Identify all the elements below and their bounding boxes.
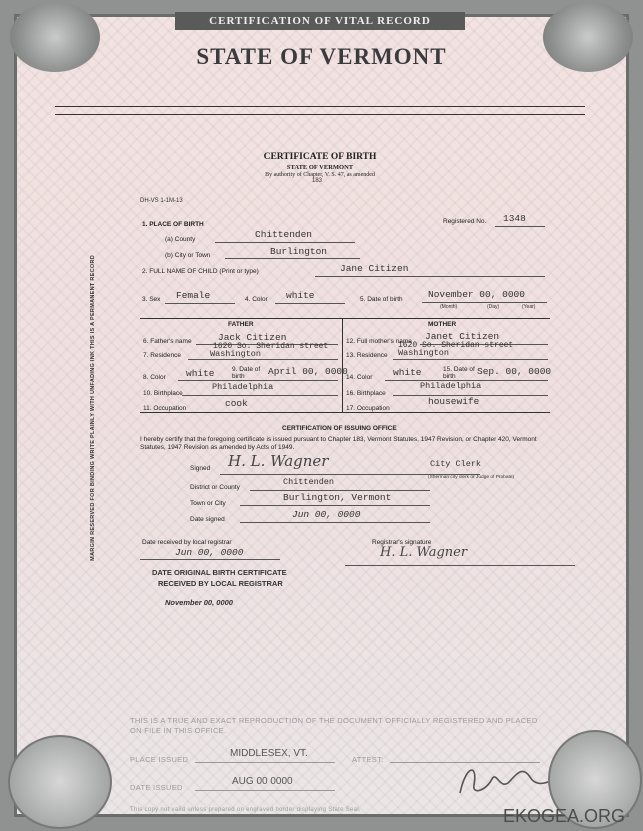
town-value: Burlington, Vermont [283,492,392,503]
color-line [275,303,345,304]
city-value: Burlington [270,246,328,257]
father-street: 1620 So. Sheridan street [213,342,329,351]
signed-label: Signed [190,465,211,472]
dob-line [422,302,547,303]
issuing-statement: I hereby certify that the foregoing certificate is issued pursuant to Chapter 183, Vermont Statutes, 1947 Revision, or Chapter 420, Vermont Statutes, 1947 Revision as amended by Acts of 1949. [140,436,537,451]
mother-name-label: 12. Full mother's name [346,338,412,345]
mother-color: white [393,367,422,378]
header-rule-2 [55,114,585,115]
issuing-title: City Clerk [430,459,482,469]
stamp-date: November 00, 0000 [165,598,233,607]
dob-label: 5. Date of birth [360,296,403,303]
mother-residence-label: 13. Residence [346,352,388,359]
mother-birthplace: Philadelphia [420,381,482,391]
father-header: FATHER [228,321,254,328]
city-line [225,258,360,259]
father-residence-line [188,359,338,360]
district-line [250,490,430,491]
certificate-subtitle: STATE OF VERMONT [286,164,354,171]
margin-note: MARGIN RESERVED FOR BINDING WRITE PLAINLY WITH UNFADING INK THIS IS A PERMANENT RECORD [90,255,96,561]
town-label: Town or City [190,500,226,507]
town-line [240,505,430,506]
color-value: white [286,290,315,301]
father-residence: Washington [210,349,262,359]
inner-border [14,14,629,817]
father-name: Jack Citizen [218,332,287,343]
issuing-office-header: CERTIFICATION OF ISSUING OFFICE [282,425,397,432]
stamp-line-2: RECEIVED BY LOCAL REGISTRAR [158,579,283,588]
sex-value: Female [176,290,211,301]
father-occupation-label: 11. Occupation [143,405,187,412]
date-issued: AUG 00 0000 [232,776,293,787]
parents-top-rule [140,318,550,319]
mother-header: MOTHER [428,321,457,328]
father-color-label: 8. Color [143,374,166,381]
registrar-label: Registrar's signature [372,539,432,546]
dob-value: November 00, 0000 [428,289,525,300]
child-name: Jane Citizen [340,263,409,274]
form-code: DH-VS 1-1M-13 [140,198,183,204]
father-birthplace-label: 10. Birthplace [143,390,183,397]
mother-color-label: 14. Color [346,374,373,381]
father-occupation: cook [225,398,248,409]
county-value: Chittenden [255,229,313,240]
father-dob: April 00, 0000 [268,366,348,377]
issuing-title-note: (Sherman city clerk or Judge of Probate) [428,475,515,480]
mother-residence-line [393,359,548,360]
date-signed: Jun 00, 0000 [292,509,361,520]
county-line [215,242,355,243]
county-label: (a) County [165,236,196,243]
child-name-line [315,276,545,277]
mother-dob-label: 15. Date of birth [443,366,475,380]
authority-number: 183 [312,178,323,184]
mother-street: 1620 So. Sheridan street [398,341,514,350]
attest-label: ATTEST: [352,755,384,764]
father-dob-label: 9. Date of birth [232,366,261,380]
parents-bottom-rule [140,412,550,413]
issuing-signature: H. L. Wagner [228,452,329,470]
mother-occupation: housewife [428,396,480,407]
registered-no-label: Registered No. [443,218,487,225]
certification-banner: CERTIFICATION OF VITAL RECORD [175,12,465,30]
footer-note: This copy not valid unless prepared on engraved border displaying State Seal. [130,807,361,813]
date-signed-line [240,522,430,523]
stamp-line-1: DATE ORIGINAL BIRTH CERTIFICATE [152,568,287,577]
received-date: Jun 00, 0000 [175,547,244,558]
mother-residence: Washington [398,348,450,358]
state-seal-left [8,735,112,829]
father-birthplace-line [182,395,338,396]
father-birthplace: Philadelphia [212,382,274,392]
district-value: Chittenden [283,477,335,487]
registrar-signature: H. L. Wagner [380,545,468,560]
sex-label: 3. Sex [142,296,161,303]
place-of-birth-label: 1. PLACE OF BIRTH [142,221,204,228]
father-name-label: 6. Father's name [143,338,192,345]
city-label: (b) City or Town [165,252,211,259]
district-label: District or County [190,484,240,491]
registrar-line [345,565,575,566]
mother-name: Janet Citizen [425,331,500,342]
child-name-label: 2. FULL NAME OF CHILD (Print or type) [142,268,259,275]
place-issued: MIDDLESEX, VT. [230,748,308,759]
place-issued-line [195,762,335,763]
registered-no: 1348 [503,213,526,224]
mother-occupation-label: 17. Occupation [346,405,390,412]
sex-line [165,303,235,304]
header-rule [55,106,585,107]
registered-no-line [495,226,545,227]
watermark: EKOGEA.ORG [502,806,625,826]
mother-dob: Sep. 00, 0000 [477,366,552,377]
dob-day-caption: (Day) [487,304,500,310]
certificate-title: CERTIFICATE OF BIRTH [263,152,377,162]
place-issued-label: PLACE ISSUED [130,755,189,764]
father-color: white [186,368,215,379]
footer-certify: THIS IS A TRUE AND EXACT REPRODUCTION OF THE DOCUMENT OFFICIALLY REGISTERED AND PLACED ON FILE IN THIS OFFICE. [130,716,538,735]
father-color-line [178,380,338,381]
date-signed-label: Date signed [190,516,225,523]
mother-birthplace-label: 16. Birthplace [346,390,386,397]
date-issued-label: DATE ISSUED [130,783,183,792]
date-issued-line [195,790,335,791]
color-label: 4. Color [245,296,268,303]
state-title: STATE OF VERMONT [196,44,447,69]
dob-year-caption: (Year) [522,304,536,310]
dob-month-caption: (Month) [440,304,458,310]
received-line [140,559,280,560]
certificate-authority: By authority of Chapter, V. S. 47, as amended [265,172,375,178]
father-residence-label: 7. Residence [143,352,181,359]
received-label: Date received by local registrar [142,539,232,546]
